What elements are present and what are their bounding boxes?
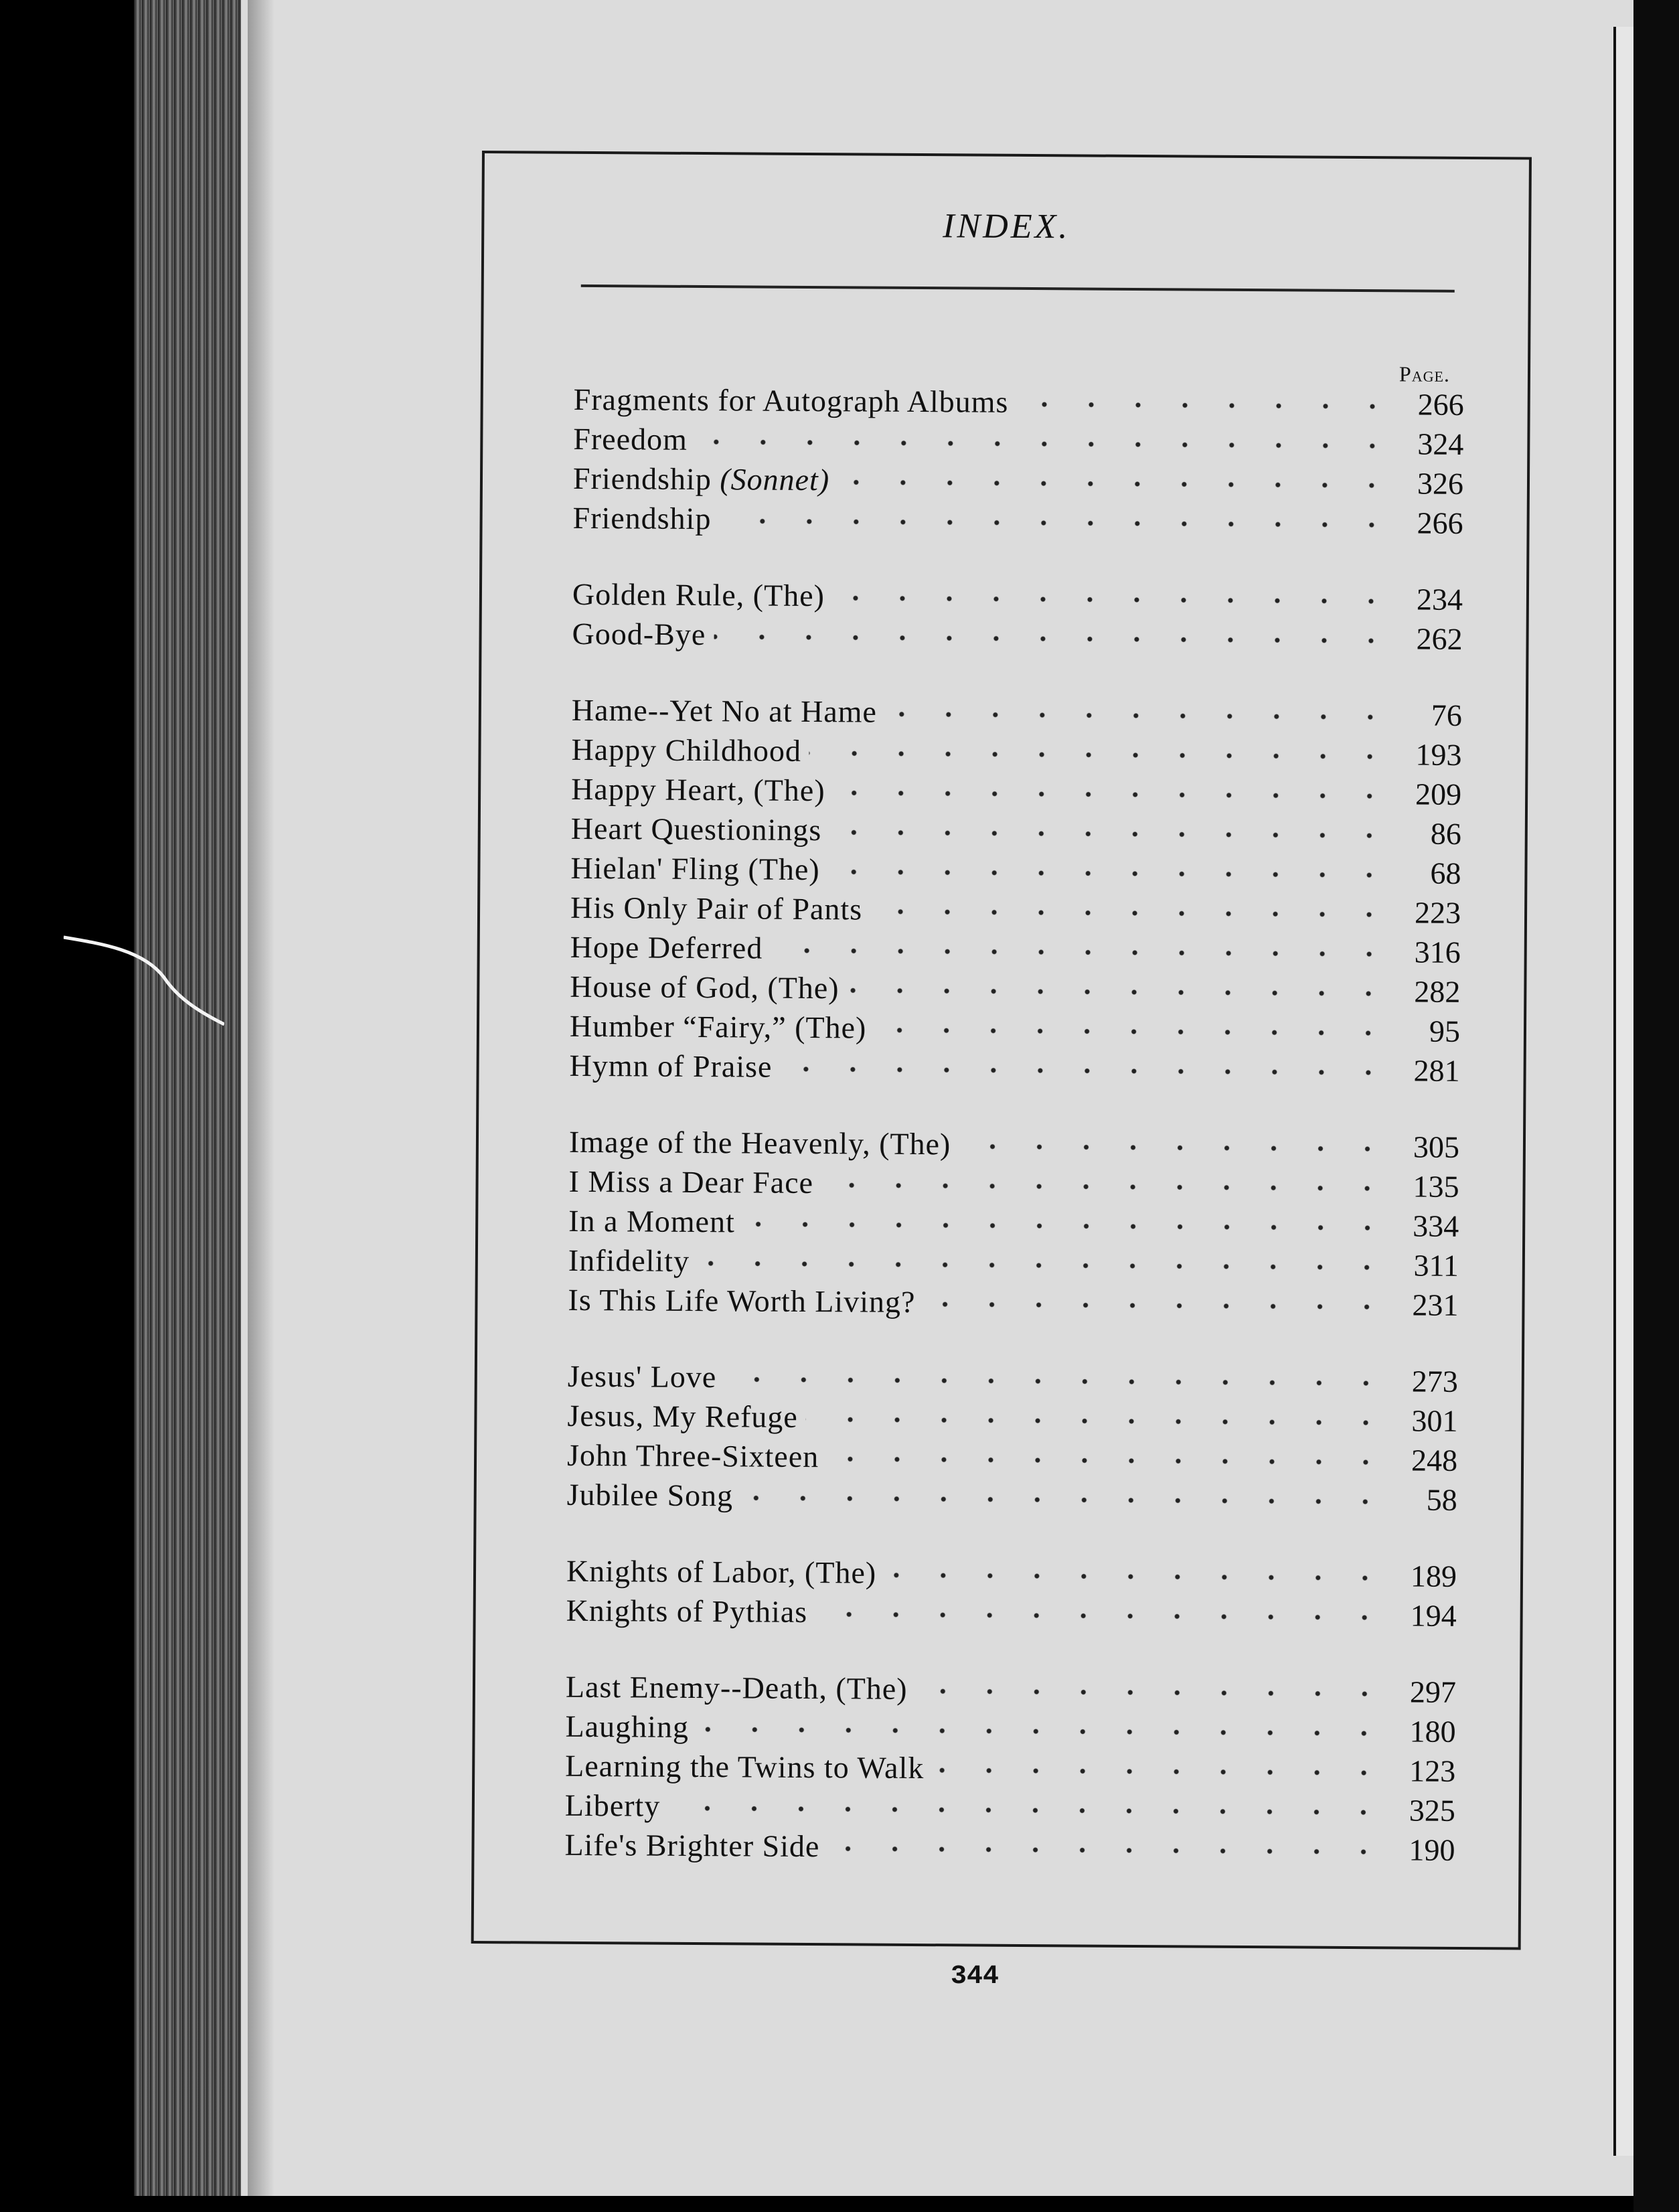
entry-title-text: Freedom: [573, 421, 688, 457]
entry-title-text: Hielan' Fling (The): [570, 850, 820, 887]
entry-page-number: 324: [1417, 426, 1464, 461]
entry-title: [569, 1124, 951, 1162]
paper-crease-mark: [64, 924, 224, 1031]
entry-title-text: Good-Bye: [572, 616, 706, 652]
entry-title-text: Life's Brighter Side: [564, 1827, 820, 1864]
dot-leader: [821, 1182, 1391, 1192]
entry-title-text: Knights of Labor, (The): [566, 1553, 877, 1590]
index-letter-group: [572, 576, 1463, 661]
entry-title-text: Liberty: [564, 1788, 661, 1823]
entry-title: [571, 811, 822, 848]
entry-title: [570, 969, 840, 1006]
index-entry: [569, 1048, 1459, 1093]
index-entry: [566, 1669, 1456, 1714]
entry-title-text: Hymn of Praise: [569, 1048, 773, 1084]
index-entry: [565, 1748, 1455, 1793]
entry-title-text: Infidelity: [568, 1243, 690, 1278]
index-letter-group: [564, 1669, 1456, 1872]
entry-title-text: Learning the Twins to Walk: [565, 1748, 925, 1786]
entry-title-italic: (Sonnet): [720, 462, 830, 497]
index-letter-group: [568, 1124, 1459, 1327]
index-entry: [572, 576, 1463, 621]
entry-page-number: 180: [1409, 1714, 1456, 1749]
entry-title: [568, 1164, 813, 1200]
book-page-edges: [134, 0, 248, 2196]
entry-title-text: Hame--Yet No at Hame: [571, 692, 878, 729]
entry-title-text: Knights of Pythias: [566, 1593, 808, 1630]
entry-page-number: 135: [1413, 1169, 1459, 1204]
entry-title-text: Golden Rule, (The): [572, 576, 825, 613]
dot-leader: [916, 1687, 1388, 1696]
index-entry: [570, 850, 1461, 895]
entry-page-number: 231: [1412, 1287, 1459, 1322]
dot-leader: [815, 1611, 1388, 1621]
dot-leader: [698, 1259, 1390, 1270]
entry-title-text: Last Enemy--Death, (The): [565, 1669, 908, 1706]
entry-title-text: Jesus' Love: [567, 1358, 717, 1395]
dot-leader: [741, 1494, 1389, 1505]
entry-page-number: 305: [1413, 1129, 1460, 1164]
index-entry: [573, 461, 1463, 505]
entry-page-number: 248: [1411, 1443, 1458, 1478]
entry-page-number: 189: [1410, 1559, 1457, 1593]
entry-page-number: 95: [1429, 1014, 1461, 1048]
entry-page-number: 234: [1416, 582, 1463, 617]
entry-page-number: 223: [1414, 895, 1461, 930]
entry-title: [565, 1748, 924, 1786]
entry-page-number: 297: [1409, 1674, 1457, 1709]
entry-page-number: 316: [1414, 935, 1461, 969]
index-entry: [568, 1358, 1458, 1403]
entry-title: [574, 382, 1009, 420]
index-entry: [572, 616, 1462, 661]
entry-page-number: 266: [1417, 505, 1463, 540]
entry-title-text: Friendship: [572, 461, 712, 497]
index-entries: [564, 382, 1464, 1909]
entry-title-text: Heart Questionings: [570, 811, 822, 848]
entry-page-number: 58: [1426, 1482, 1457, 1517]
index-entry: [568, 1282, 1458, 1327]
index-entry: [574, 382, 1464, 426]
entry-page-number: 273: [1411, 1364, 1458, 1399]
entry-page-number: 68: [1430, 856, 1461, 890]
entry-title-text: John Three-Sixteen: [566, 1437, 819, 1474]
entry-title: [572, 692, 877, 730]
dot-leader: [884, 1571, 1388, 1581]
index-letter-group: [566, 1553, 1457, 1638]
entry-page-number: 194: [1410, 1598, 1457, 1633]
dot-leader: [870, 908, 1392, 918]
entry-title-text: Jesus, My Refuge: [567, 1398, 798, 1434]
entry-page-number: 334: [1413, 1208, 1459, 1243]
dot-leader: [780, 1065, 1391, 1076]
index-entry: [571, 811, 1461, 856]
dot-leader: [697, 1726, 1388, 1737]
index-entry: [568, 1164, 1459, 1208]
page-gutter-shadow: [248, 0, 274, 2196]
title-rule: [581, 285, 1455, 293]
entry-title: [566, 1593, 808, 1630]
index-entry: [570, 929, 1461, 974]
dot-leader: [959, 1143, 1391, 1152]
entry-page-number: 325: [1409, 1793, 1456, 1828]
dot-leader: [696, 438, 1396, 449]
index-entry: [568, 1243, 1459, 1287]
entry-title: [565, 1788, 661, 1824]
entry-title-text: Happy Childhood: [571, 732, 802, 768]
entry-title: [572, 576, 825, 613]
page-column-heading: Page.: [1398, 362, 1451, 386]
dot-leader: [1016, 400, 1395, 409]
dot-leader: [833, 789, 1394, 799]
entry-title: [571, 771, 825, 808]
entry-title: [572, 500, 711, 536]
dot-leader: [668, 1804, 1387, 1816]
entry-title: [566, 1553, 876, 1591]
entry-title: [567, 1398, 798, 1435]
index-entry: [566, 1593, 1456, 1638]
entry-title: [568, 1243, 690, 1279]
entry-title: [564, 1827, 819, 1864]
dot-leader: [719, 518, 1394, 528]
dot-leader: [827, 1845, 1386, 1855]
index-entry: [572, 692, 1462, 737]
entry-page-number: 262: [1416, 621, 1463, 656]
entry-page-number: 76: [1431, 698, 1463, 732]
dot-leader: [885, 710, 1394, 720]
entry-page-number: 123: [1409, 1753, 1456, 1788]
dot-leader: [932, 1767, 1387, 1776]
dot-leader: [743, 1220, 1390, 1231]
index-entry: [567, 1477, 1457, 1522]
dot-leader: [837, 479, 1395, 489]
entry-title-text: Friendship: [572, 500, 712, 536]
scan-border: [1633, 0, 1679, 2212]
entry-page-number: 193: [1415, 737, 1462, 772]
entry-title: [570, 890, 862, 927]
index-title: INDEX.: [943, 207, 1070, 246]
entry-page-number: 326: [1417, 466, 1464, 501]
entry-title: [568, 1282, 915, 1320]
dot-leader: [833, 595, 1394, 605]
entry-page-number: 282: [1414, 974, 1461, 1009]
dot-leader: [724, 1376, 1390, 1387]
index-entry: [566, 1553, 1457, 1598]
index-entry: [573, 421, 1463, 466]
index-frame: [471, 151, 1532, 1950]
dot-leader: [806, 1415, 1390, 1425]
entry-page-number: 266: [1417, 387, 1464, 422]
index-entry: [570, 1008, 1460, 1053]
entry-title: [570, 850, 820, 887]
index-entry: [567, 1398, 1457, 1443]
dot-leader: [809, 750, 1394, 760]
index-entry: [564, 1827, 1455, 1872]
entry-page-number: 190: [1409, 1832, 1455, 1867]
dot-leader: [827, 1455, 1389, 1466]
entry-page-number: 311: [1413, 1248, 1459, 1283]
entry-title-text: House of God, (The): [570, 969, 840, 1006]
index-letter-group: [572, 382, 1463, 545]
index-entry: [570, 969, 1460, 1014]
index-entry: [571, 771, 1461, 816]
entry-title-text: I Miss a Dear Face: [568, 1164, 814, 1200]
index-entry: [565, 1788, 1455, 1832]
entry-title: [565, 1709, 689, 1745]
dot-leader: [874, 1026, 1392, 1036]
dot-leader: [828, 868, 1393, 878]
entry-title: [570, 929, 763, 966]
entry-title: [570, 1008, 867, 1046]
index-entry: [571, 732, 1461, 777]
dot-leader: [848, 987, 1392, 997]
entry-title-text: Hope Deferred: [570, 929, 763, 965]
entry-title-text: Humber “Fairy,” (The): [569, 1008, 867, 1045]
entry-title-text: Happy Heart, (The): [571, 771, 825, 808]
entry-title: [573, 461, 829, 497]
entry-title-text: Fragments for Autograph Albums: [573, 382, 1009, 419]
page-number: 344: [951, 1962, 1000, 1992]
index-entry: [569, 1124, 1459, 1169]
entry-title-text: Jubilee Song: [566, 1477, 734, 1513]
entry-title: [568, 1358, 717, 1395]
entry-title: [571, 732, 801, 769]
index-entry: [572, 500, 1463, 545]
entry-page-number: 301: [1411, 1403, 1458, 1438]
entry-title-text: His Only Pair of Pants: [570, 890, 863, 927]
entry-title: [572, 616, 706, 652]
entry-title: [568, 1203, 735, 1240]
index-letter-group: [569, 692, 1462, 1093]
entry-title: [566, 1669, 908, 1707]
entry-title-text: Is This Life Worth Living?: [568, 1282, 916, 1319]
entry-page-number: 86: [1430, 816, 1461, 851]
index-letter-group: [567, 1358, 1458, 1522]
entry-page-number: 209: [1415, 777, 1462, 811]
dot-leader: [923, 1301, 1390, 1310]
dot-leader: [714, 633, 1394, 644]
entry-title-text: In a Moment: [568, 1203, 736, 1239]
entry-page-number: 281: [1413, 1053, 1460, 1088]
entry-title: [567, 1477, 734, 1514]
entry-title: [567, 1437, 819, 1474]
index-entry: [567, 1437, 1457, 1482]
entry-title-text: Image of the Heavenly, (The): [568, 1124, 951, 1162]
index-entry: [565, 1709, 1455, 1753]
entry-title: [569, 1048, 772, 1085]
dot-leader: [771, 947, 1392, 957]
entry-title-text: Laughing: [565, 1709, 690, 1744]
dot-leader: [829, 829, 1393, 839]
index-entry: [570, 890, 1461, 935]
index-entry: [568, 1203, 1459, 1248]
entry-title: [573, 421, 688, 457]
